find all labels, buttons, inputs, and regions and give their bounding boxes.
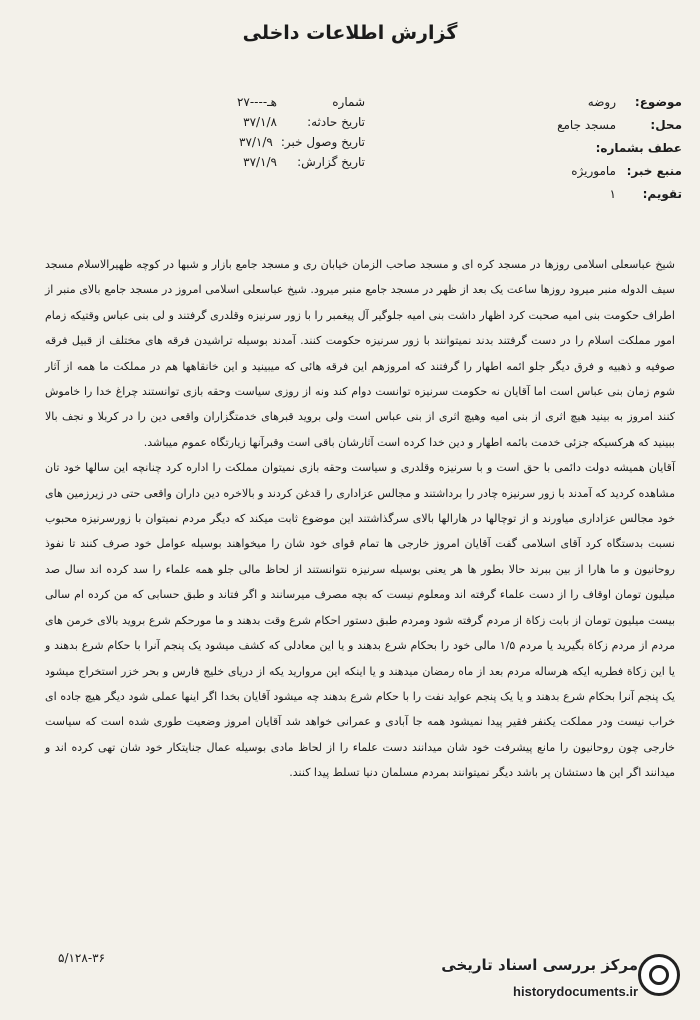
report-paragraph: شیخ عباسعلی اسلامی روزها در مسجد کره ای و مسجد صاحب الزمان خیابان ری و مسجد جامع بازار و شبها در کوچه ظهیرالاسلام مسجد سیف الدوله منبر میرود روزها ساعت یک بعد از ظهر در مسجد جامع منبر میرود. شیخ عباسعلی اسلامی امروز در مسجد جامع بالای منبر از اطراف حکومت بنی امیه صحبت کرد اظهار داشت بنی امیه جلوگیر آل پیغمبر را با زور سرنیزه وقلدری گرفتند و لی بنی عباس وقتیکه زمام امور مملکت اسلام را در دست گرفتند بدند نمیتوانند با زور سرنیزه حکومت کنند. آمدند بوسیله تراشیدن فرقه های مختلف از قبیل فرقه صوفیه و ذهبیه و فرق دیگر جلو ائمه اطهار را گرفتند که امروزهم این فرقه هائی که میبینید و این خانقاهها هم در مملکت ما همه از آثار شوم زمان بنی عباس است اما آقایان نه حکومت سرنیزه توانست دوام کند ونه از روزی سیاست وحقه بازی توانستند چراغ خدا را خاموش کنند امروز به بینید هیچ اثری از بنی امیه وهیچ اثری از بنی عباس است ولی بروید قبرهای خدمتگزاران واقعی دین را در کربلا و نجف بالا ببینید که هرکسیکه جزئی خدمت بائمه اطهار و دین خدا کرده است آثارشان باقی است وقبرآنها زیارتگاه عموم میباشد. xyxy=(45,258,675,449)
archive-logo-icon xyxy=(638,954,680,996)
header-field-location xyxy=(492,113,682,136)
field-value: روضه xyxy=(587,94,616,109)
document-file-number: ۵/۱۲۸-۳۶ xyxy=(58,951,106,965)
field-label: تاریخ حادثه: xyxy=(307,115,365,129)
archive-watermark xyxy=(380,950,680,1012)
field-label: منبع خبر: xyxy=(626,163,682,178)
header-field-subject xyxy=(492,90,682,113)
watermark-name: مرکز بررسی اسناد تاریخی xyxy=(441,956,638,974)
field-label: محل: xyxy=(650,117,682,132)
field-value: مسجد جامع xyxy=(557,117,616,132)
field-value: ۱ xyxy=(609,186,616,201)
header-field-reference xyxy=(492,136,682,159)
header-field-report-date xyxy=(175,152,365,172)
header-field-evaluation xyxy=(492,182,682,205)
field-label: موضوع: xyxy=(634,94,682,109)
header-right-block xyxy=(492,90,682,205)
field-label: شماره xyxy=(332,95,365,109)
field-label: تقویم: xyxy=(642,186,682,201)
header-left-block xyxy=(175,92,365,172)
header-field-receipt-date xyxy=(175,132,365,152)
field-label: عطف بشماره: xyxy=(595,140,682,155)
header-field-number xyxy=(175,92,365,112)
field-label: تاریخ وصول خبر: xyxy=(280,135,365,149)
report-body xyxy=(45,252,675,786)
field-value: ۳۷/۱/۹ xyxy=(243,155,277,169)
field-value: ۲۷----هـ xyxy=(236,95,277,109)
field-value: ماموریژه xyxy=(571,163,616,178)
field-value: ۳۷/۱/۹ xyxy=(239,135,273,149)
header-field-incident-date xyxy=(175,112,365,132)
watermark-site: historydocuments.ir xyxy=(513,984,638,999)
field-value: ۳۷/۱/۸ xyxy=(243,115,277,129)
document-title: گزارش اطلاعات داخلی xyxy=(242,22,458,44)
field-label: تاریخ گزارش: xyxy=(297,155,365,169)
header-field-source xyxy=(492,159,682,182)
report-paragraph: آقایان همیشه دولت دائمی با حق است و با سرنیزه وقلدری و سیاست وحقه بازی نمیتوان مملکت را اداره کرد چنانچه این سالها خود تان مشاهده کردید که آمدند با زور سرنیزه چادر را برداشتند و مجالس عزاداری را قدغن کردند و بالاخره دین داران واقعی حتی در زیرزمین های خود مجالس عزاداری میاورند و از توچالها در هارالها بالای سرگذاشتند این موضوع ثابت میکند که دیگر مردم نمیتوان با زورسرنیزه محبوب نسبت بدستگاه کرد آقای اسلامی گفت آقایان امروز خارجی ها تمام قوای خود شان را میخواهند بوسیله عوامل خود صرف کنند تا نفوذ روحانیون و ما هارا از بین ببرند حالا بطور ها هر یعنی بوسیله سرنیزه نتوانستند از لحاظ مالی جلو همه علماء را سد کرده اند سال صد میلیون تومان اوقاف را از دست علماء گرفته اند ومعلوم نیست که بچه مصرف میرسانند و اگر فتاند و طبق حسابی که من کرده ام سالی بیست میلیون تومان از بابت زکاة از مردم گرفته شود ومردم طبق دستور احکام شرع وقت بدهند و ما مورحکم شرع بروید بالای خرمن های مردم از مردم زکاة بگیرید یا مردم ۱/۵ مالی خود را بحکام شرع بدهند و یا این معادلی که کشف میشود یک پنجم آنرا با حکام شرع بدهند و یا این زکاة فطریه ایکه هرساله مردم بعد از ماه رمضان میدهند و یا اینکه این مروارید یکه از دریای خلیج فارس و بحر خزر استخراج میشود یک پنجم آنرا بحکام شرع بدهند و یا یک پنجم عواید نفت را با حکام شرع بدهند چه میشود آقایان بخدا اگر اینها عملی شود دیگر هیچ جاده ای خراب نیست ودر مملکت یکنفر فقیر پیدا نمیشود همه جا آبادی و عمرانی خواهد شد آقایان امروز وضعیت طوری شده است که سیاست خارجی چون روحانیون را مانع پیشرفت خود شان میدانند دست علماء را از لحاظ مادی بوسیله عمال جنایتکار خود شان تهی کرده اند و میدانند اگر این ها دستشان پر باشد دیگر نمیتوانند بمردم مسلمان دنیا تسلط پیدا کنند. xyxy=(45,461,676,780)
